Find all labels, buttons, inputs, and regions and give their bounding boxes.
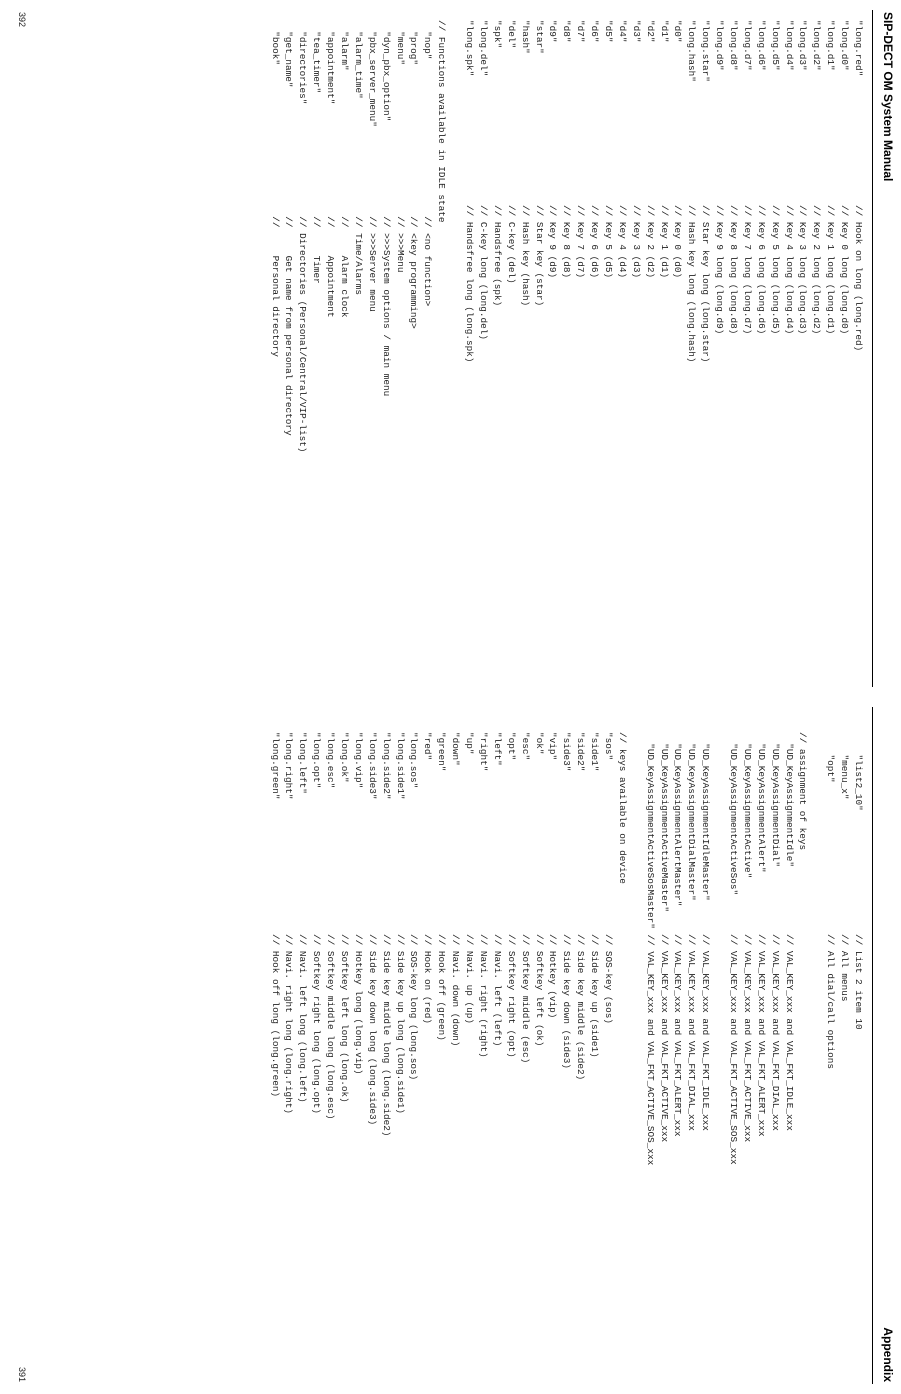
code-comment: // Get name from personal directory [283,205,295,436]
code-comment: // Star key (star) [533,205,545,307]
code-comment: // Navi. up (up) [464,934,476,1025]
code-key: "alarm" [339,20,351,71]
code-key: "long.d6" [755,20,767,71]
code-comment: // Key 8 long (long.d8) [727,205,739,335]
code-key: "d1" [658,20,670,43]
code-key: "vip" [547,732,559,761]
code-key: "d9" [547,20,559,43]
code-comment: // VAL_KEY_xxx and VAL_FKT_ALERT_xxx [672,934,684,1137]
code-comment: // Star key long (long.star) [700,205,712,363]
code-comment: // VAL_KEY_xxx and VAL_FKT_ALERT_xxx [755,934,767,1137]
code-key: "long.green" [269,732,281,800]
code-comment: // Hotkey long (long.vip) [352,934,364,1075]
code-key: "long.d5" [769,20,781,71]
code-comment: // Key 4 (d4) [616,205,628,279]
code-comment: // Side key middle (side2) [575,934,587,1081]
code-key: "long.d0" [839,20,851,71]
code-comment: // Navi. down (down) [450,934,462,1047]
code-comment: // Softkey left (ok) [533,934,545,1047]
code-comment: // Hook off long (long.green) [269,934,281,1098]
code-key: "d8" [561,20,573,43]
code-comment: // Key 4 long (long.d4) [783,205,795,335]
code-key: "side3" [561,732,573,772]
code-key: "UD_KeyAssignmentDialMaster" [686,732,698,901]
code-key: "d6" [589,20,601,43]
code-key: "UD_KeyAssignmentIdle" [783,732,795,868]
page-number: 391 [17,1366,27,1382]
code-comment: // Alarm clock [339,205,351,318]
code-key: "long.d1" [825,20,837,71]
code-comment: // Side key up long (long.side1) [394,934,406,1115]
code-comment: // Key 9 (d9) [547,205,559,279]
code-key: "tea_timer" [311,20,323,94]
code-key: "menu" [394,20,406,66]
code-key: "alarm_time" [352,20,364,99]
code-key: "long.d4" [783,20,795,71]
code-key: "long.star" [700,20,712,82]
code-comment: // Key 1 (d1) [658,205,670,279]
code-key: "d5" [602,20,614,43]
code-comment: // Side key down (side3) [561,934,573,1070]
code-comment: // Navi. right long (long.right) [283,934,295,1115]
code-comment: // Softkey middle long (long.esc) [325,934,337,1120]
code-key: "UD_KeyAssignmentAlertMaster" [672,732,684,907]
code-key: "UD_KeyAssignmentActiveSos" [727,732,739,896]
code-key: // assignment of keys [797,732,809,851]
code-comment: // VAL_KEY_xxx and VAL_FKT_IDLE_xxx [700,934,712,1131]
code-comment: // Key 1 long (long.d1) [825,205,837,335]
code-key: "long.opt" [311,732,323,789]
code-comment: // Hotkey (vip) [547,934,559,1019]
code-key: "UD_KeyAssignmentAlert" [755,732,767,873]
code-comment: // Time/Alarms [352,205,364,296]
code-key: "long.sos" [408,732,420,789]
code-key: "long.d2" [811,20,823,71]
code-comment: // VAL_KEY_xxx and VAL_FKT_ACTIVE_xxx [658,934,670,1143]
code-comment: // >>>Menu [394,205,406,273]
code-comment: // Hook on long (long.red) [853,205,864,352]
code-comment: // >>>System options / main menu [380,205,392,397]
code-comment: // <key programming> [408,205,420,329]
code-key: "opt" [825,732,837,783]
code-key: "side1" [589,732,601,772]
code-comment: // Side key up (side1) [589,934,601,1058]
code-key: "long.side1" [394,732,406,800]
code-comment: // Softkey right long (long.opt) [311,934,323,1115]
code-comment: // SOS-key long (long.sos) [408,934,420,1081]
code-key: "long.side2" [380,732,392,800]
code-comment: // Key 0 (d0) [672,205,684,279]
page-header-title: SIP-DECT OM System Manual [881,12,895,182]
code-comment: // C-key long (long.del) [477,205,489,341]
code-key: "d4" [616,20,628,43]
page-number: 392 [17,12,27,28]
code-key: "d3" [630,20,642,43]
code-comment: // Key 6 (d6) [589,205,601,279]
code-key: "menu_x" [839,732,851,800]
code-key: "star" [533,20,545,54]
code-key: // keys available on device [616,732,628,884]
code-comment: // Hook off (green) [436,934,448,1041]
code-comment: // >>>Server menu [366,205,378,312]
code-comment: // Softkey right (opt) [505,934,517,1058]
code-comment: // VAL_KEY_xxx and VAL_FKT_DIAL_xxx [769,934,781,1131]
code-key: "long.d8" [727,20,739,71]
code-key: "spk" [491,20,503,49]
code-comment: // Handsfree long (long.spk) [464,205,476,363]
code-comment: // List 2 item 10 [853,934,864,1030]
code-key: "long.d7" [741,20,753,71]
code-key: "down" [450,732,462,766]
code-key: "dyn_pbx_option" [380,20,392,122]
code-comment: // Key 6 long (long.d6) [755,205,767,335]
code-key: "long.left" [297,732,309,794]
code-comment: // Personal directory [269,205,281,357]
code-key: "UD_KeyAssignmentActiveSosMaster" // VAL_KEY_xxx and VAL_FKT_ACTIVE_SOS_xxx [644,732,656,1166]
code-key: "long.esc" [325,732,337,789]
page-header-title: Appendix [881,1327,895,1382]
code-comment: // <no function> [422,205,434,307]
code-key: "long.side3" [366,732,378,800]
code-key: "long.right" [283,732,295,800]
code-key: "left" [491,732,503,766]
code-comment: // Key 5 (d5) [602,205,614,279]
code-key: "book" [269,20,281,66]
code-comment: // All dial/call options [825,934,837,1070]
code-comment: // Navi. right (right) [477,934,489,1058]
code-comment: // C-key (del) [505,205,517,284]
code-comment: // All menus [839,934,851,1002]
code-key: "sos" [602,732,614,761]
code-key: "pbx_server_menu" [366,20,378,127]
code-key: "d2" [644,20,656,43]
code-key: "side2" [575,732,587,772]
code-comment: // Side key middle long (long.side2) [380,934,392,1137]
page-391 [0,697,901,1394]
code-key: "d7" [575,20,587,43]
code-key: "long.del" [477,20,489,77]
code-comment: // Key 7 long (long.d7) [741,205,753,335]
code-key: // Functions available in IDLE state [436,20,448,223]
code-key: "long.ok" [339,732,351,783]
code-key: "directories" [297,20,309,105]
code-key: "prog" [408,20,420,66]
code-key: "esc" [519,732,531,761]
code-comment: // Key 8 (d8) [561,205,573,279]
code-key: "UD_KeyAssignmentActive" [741,732,753,879]
code-key: "long.vip" [352,732,364,789]
code-key: "del" [505,20,517,49]
code-comment: // Softkey left long (long.ok) [339,934,351,1103]
code-comment: // Side key down long (long.side3) [366,934,378,1126]
header-rule [872,10,873,687]
code-key: "UD_KeyAssignmentActiveMaster" [658,732,670,913]
code-key: "d0" [672,20,684,43]
code-comment: // Key 0 long (long.d0) [839,205,851,335]
code-key: "list2_10" [853,732,864,811]
header-rule [872,707,873,1384]
code-comment: // Softkey middle (esc) [519,934,531,1064]
code-comment: // Hash key (hash) [519,205,531,307]
code-comment: // Hash key long (long.hash) [686,205,698,363]
code-key: "opt" [505,732,517,761]
code-key: "long.red" [853,20,864,77]
code-comment: // Timer [311,205,323,284]
code-key: "green" [436,732,448,772]
code-comment: // Appointment [325,205,337,318]
code-key: "right" [477,732,489,772]
code-comment: // Navi. left (left) [491,934,503,1047]
code-key: "long.d9" [714,20,726,71]
code-key: "red" [422,732,434,761]
code-comment: // Key 5 long (long.d5) [769,205,781,335]
code-comment: // Directories (Personal/Central/VIP-list) [297,205,309,453]
code-comment: // Key 7 (d7) [575,205,587,279]
code-comment: // Key 2 (d2) [644,205,656,279]
code-key: "get_name" [283,20,295,88]
code-key: "ok" [533,732,545,755]
code-comment: // Navi. left long (long.left) [297,934,309,1103]
code-key: "hash" [519,20,531,54]
code-comment: // Key 2 long (long.d2) [811,205,823,335]
code-comment: // Key 3 (d3) [630,205,642,279]
code-comment: // Hook on (red) [422,934,434,1025]
code-comment: // VAL_KEY_xxx and VAL_FKT_DIAL_xxx [686,934,698,1131]
code-comment: // VAL_KEY_xxx and VAL_FKT_ACTIVE_SOS_xxx [727,934,739,1165]
code-comment: // Handsfree (spk) [491,205,503,307]
code-key: "appointment" [325,20,337,105]
code-key: "UD_KeyAssignmentIdleMaster" [700,732,712,901]
code-comment: // Key 9 long (long.d9) [714,205,726,335]
code-key: "up" [464,732,476,755]
code-comment: // VAL_KEY_xxx and VAL_FKT_IDLE_xxx [783,934,795,1131]
code-key: "UD_KeyAssignmentDial" [769,732,781,868]
code-key: "long.d3" [797,20,809,71]
code-comment: // VAL_KEY_xxx and VAL_FKT_ACTIVE_xxx [741,934,753,1143]
code-key: "long.spk" [464,20,476,77]
code-comment: // SOS-key (sos) [602,934,614,1025]
code-comment: // Key 3 long (long.d3) [797,205,809,335]
code-key: "long.hash" [686,20,698,82]
code-key: "nop" [422,20,434,60]
